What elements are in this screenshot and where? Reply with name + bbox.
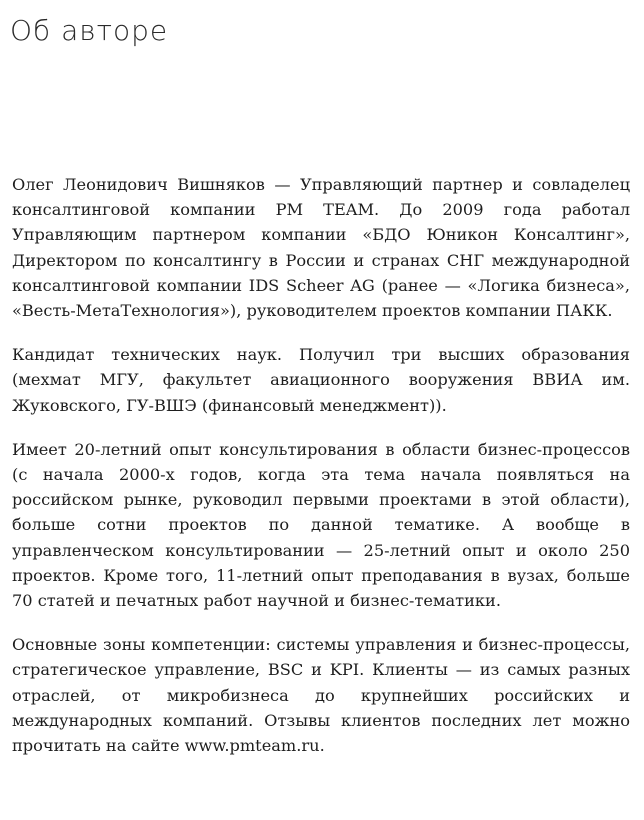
bio-paragraph-experience: Имеет 20-летний опыт консультирования в области бизнес-процессов (с начала 2000-х годов, когда эта тема начала появляться на российском рынке, руководил первыми проектами в этой области), больше сотни проектов по данной тематике. А вообще в управленческом консультировании — 25-летний опыт и около 250 проектов. Кроме того, 11-летний опыт преподавания в вузах, больше 70 статей и печатных работ научной и бизнес-тематики. [12, 439, 630, 611]
bio-paragraph-education: Кандидат технических наук. Получил три высших образования (мехмат МГУ, факультет авиационного вооружения ВВИА им. Жуковского, ГУ-ВШЭ (финансовый менеджмент)). [12, 345, 630, 415]
page-title: Об авторе [10, 14, 169, 47]
bio-paragraph-career: Олег Леонидович Вишняков — Управляющий партнер и совладелец консалтинговой компании PM TEAM. До 2009 года работал Управляющим партнером компании «БДО Юникон Консалтинг», Директором по консалтингу в России и странах СНГ международной консалтинговой компании IDS Scheer AG (ранее — «Логика бизнеса», «Весть-МетаТехнология»), руководителем проектов компании ПАКК. [12, 175, 630, 321]
author-bio [12, 172, 630, 777]
bio-paragraph-competencies: Основные зоны компетенции: системы управления и бизнес-процессы, стратегическое управление, BSC и KPI. Клиенты — из самых разных отраслей, от микробизнеса до крупнейших российских и международных компаний. Отзывы клиентов последних лет можно прочитать на сайте www.pmteam.ru. [12, 635, 630, 756]
